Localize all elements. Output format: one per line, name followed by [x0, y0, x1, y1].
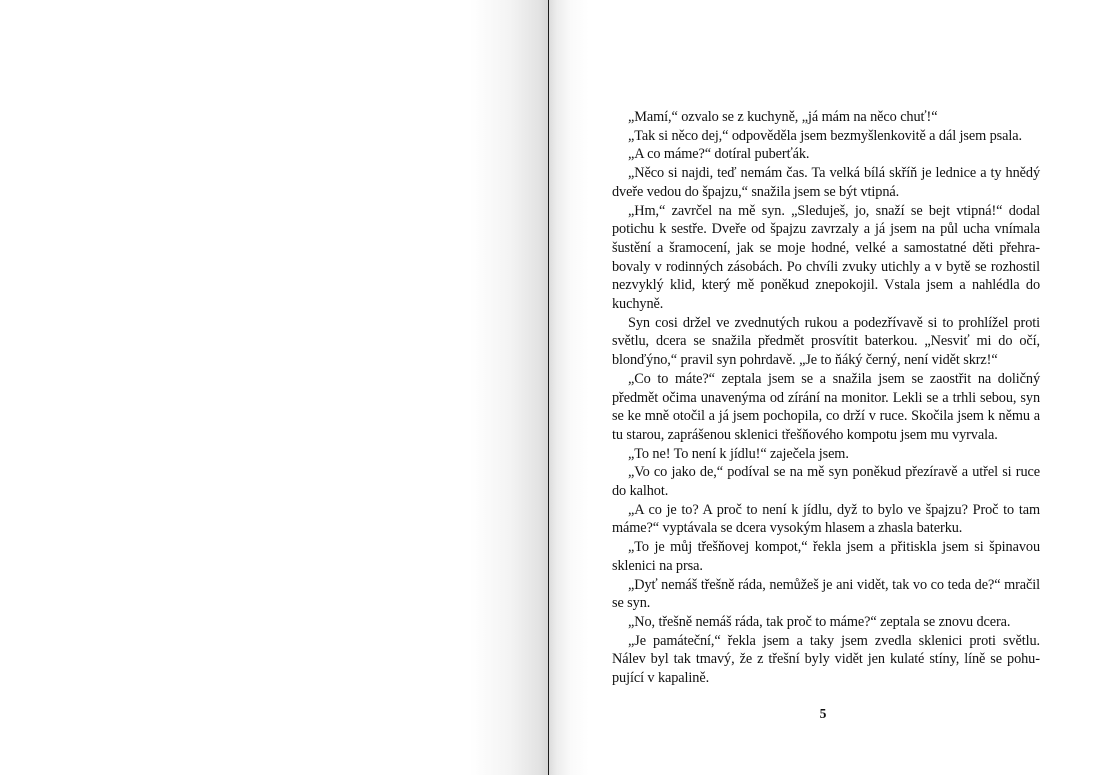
- paragraph: „Mamí,“ ozvalo se z kuchyně, „já mám na něco chuť!“: [628, 109, 938, 125]
- page-text: [612, 108, 1040, 688]
- page-number: 5: [819, 706, 827, 721]
- paragraph: „Je památeční,“ řekla jsem a taky jsem zvedla sklenici proti světlu. Nálev byl tak tmavý, že z třešní byly vidět jen kulaté stíny, líně se pohupující v kapalině.: [612, 632, 1040, 687]
- right-page: [549, 0, 1097, 775]
- left-page-blank: [0, 0, 548, 775]
- paragraph: „Něco si najdi, teď nemám čas. Ta velká bílá skříň je lednice a ty hnědý dveře vedou do špajzu,“ snažila jsem se být vtipná.: [612, 165, 1040, 200]
- paragraph: Syn cosi držel ve zvednutých rukou a podezřívavě si to prohlížel proti světlu, dcera se snažila předmět prosvítit baterkou. „Nesviť mi do očí, blonďýno,“ pravil syn pohrdavě. „Je to ňáký černý, není vidět skrz!“: [612, 314, 1040, 369]
- paragraph: „Co to máte?“ zeptala jsem se a snažila jsem se zaostřit na doličný předmět očima unavenýma od zírání na monitor. Lekli se a trhli sebou, syn se ke mně otočil a já jsem pochopila, co drží v ruce. Skočila jsem k němu a tu starou, zaprášenou sklenici třešňového kompotu jsem mu vyrvala.: [612, 370, 1040, 443]
- paragraph: „A co je to? A proč to není k jídlu, dyž to bylo ve špajzu? Proč to tam máme?“ vyptávala se dcera vysokým hlasem a zhasla baterku.: [612, 501, 1040, 537]
- paragraph: „A co máme?“ dotíral puberťák.: [628, 146, 810, 163]
- paragraph: „Tak si něco dej,“ odpověděla jsem bezmyšlenkovitě a dál jsem psala.: [628, 127, 1022, 144]
- paragraph: „Hm,“ zavrčel na mě syn. „Sleduješ, jo, snaží se bejt vtipná!“ dodal potichu k sestře. Dveře od špajzu zavrzaly a já jsem na půl ucha vnímala šustění a šramocení, jak se moje hodné, velké a samostatné děti přehrabovaly v rodinných zásobách. Po chvíli zvuky utichly a v bytě se rozhostil nezvyklý klid, který mě poněkud znepokojil. Vstala jsem a nahlédla do kuchyně.: [612, 202, 1040, 313]
- paragraph: „No, třešně nemáš ráda, tak proč to máme?“ zeptala se znovu dcera.: [628, 613, 1011, 630]
- paragraph: „To ne! To není k jídlu!“ zaječela jsem.: [628, 445, 849, 462]
- paragraph: „Dyť nemáš třešně ráda, nemůžeš je ani vidět, tak vo co teda de?“ mračil se syn.: [612, 576, 1040, 612]
- paragraph: „Vo co jako de,“ podíval se na mě syn poněkud přezíravě a utřel si ruce do kalhot.: [612, 464, 1040, 500]
- paragraph: „To je můj třešňovej kompot,“ řekla jsem a přitiskla jsem si špinavou sklenici na prsa.: [612, 539, 1040, 574]
